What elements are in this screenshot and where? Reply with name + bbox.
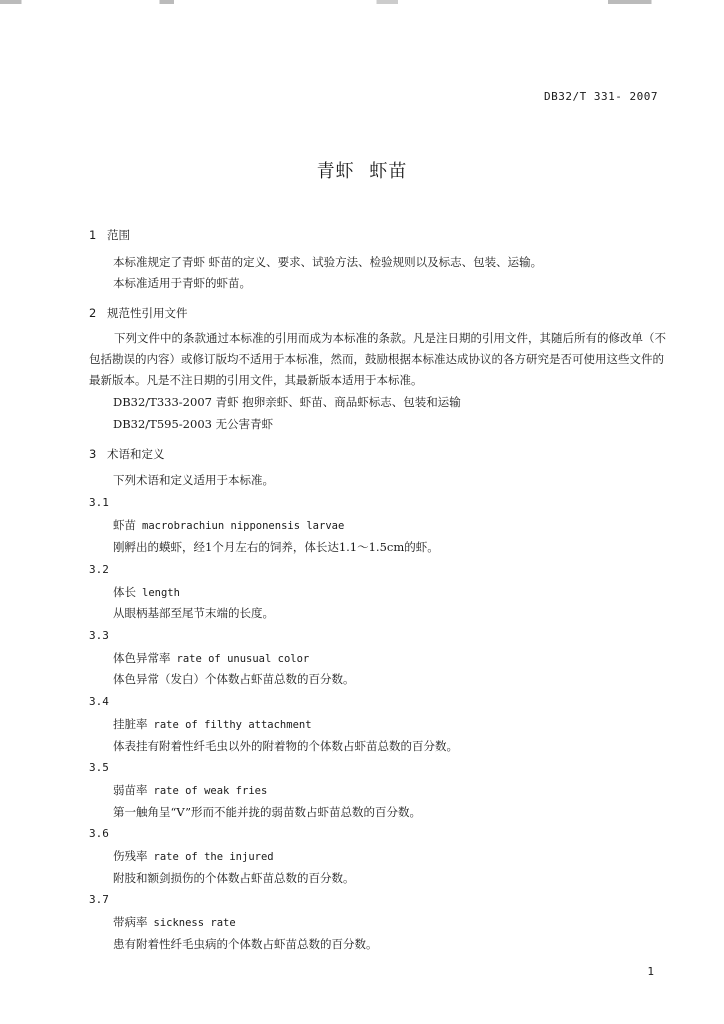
section-title: 术语和定义	[107, 447, 165, 461]
term-en: length	[142, 587, 180, 599]
term-cn: 挂脏率	[113, 717, 148, 731]
term-definition: 体表挂有附着性纤毛虫以外的附着物的个体数占虾苗总数的百分数。	[113, 739, 458, 753]
term-cn: 弱苗率	[113, 783, 148, 797]
term-name	[113, 782, 267, 798]
term-en: rate of weak fries	[153, 785, 268, 797]
term-name	[113, 914, 236, 930]
scope-line: 本标准适用于青虾的虾苗。	[113, 276, 251, 290]
section-3-heading	[89, 446, 165, 462]
term-number: 3.3	[89, 629, 109, 642]
term-cn: 虾苗	[113, 518, 136, 532]
page-number: 1	[647, 965, 654, 978]
term-en: rate of filthy attachment	[153, 719, 312, 731]
term-definition: 第一触角呈“V”形而不能并拢的弱苗数占虾苗总数的百分数。	[113, 805, 421, 819]
term-number: 3.1	[89, 496, 109, 509]
term-name	[113, 716, 312, 732]
section-number: 2	[89, 306, 97, 320]
term-name	[113, 650, 309, 666]
scope-line: 本标准规定了青虾 虾苗的定义、要求、试验方法、检验规则以及标志、包装、运输。	[113, 255, 543, 269]
page-title: 青虾 虾苗	[316, 161, 408, 182]
term-number: 3.5	[89, 761, 109, 774]
term-cn: 伤残率	[113, 849, 148, 863]
term-cn: 体长	[113, 585, 136, 599]
term-definition: 刚孵出的蟆虾，经1个月左右的饲养，体长达1.1～1.5cm的虾。	[113, 540, 439, 554]
term-definition: 附肢和额剑损伤的个体数占虾苗总数的百分数。	[113, 871, 355, 885]
term-number: 3.7	[89, 893, 109, 906]
term-cn: 体色异常率	[113, 651, 171, 665]
term-en: rate of unusual color	[176, 653, 310, 665]
section-2-heading	[89, 305, 188, 321]
term-number: 3.6	[89, 827, 109, 840]
term-number: 3.4	[89, 695, 109, 708]
term-number: 3.2	[89, 563, 109, 576]
section-1-heading	[89, 227, 130, 243]
term-definition: 患有附着性纤毛虫病的个体数占虾苗总数的百分数。	[113, 937, 378, 951]
term-name	[113, 584, 180, 600]
document-number: DB32/T 331- 2007	[544, 90, 658, 103]
term-en: macrobrachiun nipponensis larvae	[142, 520, 345, 532]
terms-intro: 下列术语和定义适用于本标准。	[113, 473, 274, 487]
term-name	[113, 517, 344, 533]
term-name	[113, 848, 274, 864]
section-title: 规范性引用文件	[107, 306, 188, 320]
term-definition: 从眼柄基部至尾节末端的长度。	[113, 606, 274, 620]
section-number: 1	[89, 228, 97, 242]
section-number: 3	[89, 447, 97, 461]
term-definition: 体色异常（发白）个体数占虾苗总数的百分数。	[113, 672, 355, 686]
references-paragraph: 下列文件中的条款通过本标准的引用而成为本标准的条款。凡是注日期的引用文件，其随后所有的修改单（不包括勘误的内容）或修订版均不适用于本标准，然而，鼓励根据本标准达成协议的各方研究是否可使用这些文件的最新版本。凡是不注日期的引用文件，其最新版本适用于本标准。	[89, 331, 666, 387]
term-en: rate of the injured	[153, 851, 274, 863]
scan-artifact	[0, 0, 724, 4]
reference-item: DB32/T595-2003 无公害青虾	[113, 417, 274, 431]
section-title: 范围	[107, 228, 130, 242]
term-en: sickness rate	[153, 917, 236, 929]
term-cn: 带病率	[113, 915, 148, 929]
reference-item: DB32/T333-2007 青虾 抱卵亲虾、虾苗、商品虾标志、包装和运输	[113, 395, 461, 409]
